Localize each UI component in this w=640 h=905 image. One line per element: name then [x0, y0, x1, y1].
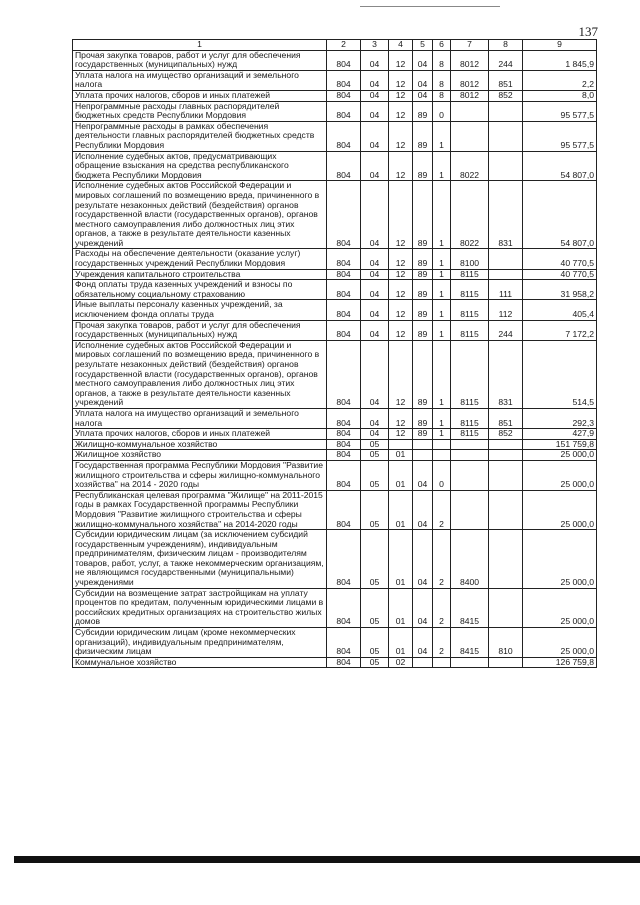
row-code: 05	[361, 490, 389, 529]
scan-artifact-line	[360, 6, 500, 7]
row-code: 04	[361, 151, 389, 181]
row-code: 2	[433, 490, 451, 529]
row-label: Фонд оплаты труда казенных учреждений и взносы по обязательному социальному страхованию	[73, 280, 327, 300]
row-code: 244	[489, 50, 523, 70]
table-row	[73, 490, 597, 529]
row-code: 8115	[451, 269, 489, 280]
row-code: 05	[361, 530, 389, 589]
row-label: Коммунальное хозяйство	[73, 657, 327, 668]
row-label: Субсидии на возмещение затрат застройщикам на уплату процентов по кредитам, полученным юридическими лицами в российских кредитных организациях на строительство жилых домов	[73, 588, 327, 627]
row-code: 810	[489, 628, 523, 658]
row-code: 804	[327, 249, 361, 269]
column-header: 4	[389, 40, 413, 51]
column-header: 1	[73, 40, 327, 51]
row-code: 89	[413, 320, 433, 340]
row-code: 05	[361, 460, 389, 490]
row-code: 12	[389, 320, 413, 340]
row-code	[451, 657, 489, 668]
row-amount: 95 577,5	[523, 121, 597, 151]
row-code: 89	[413, 101, 433, 121]
row-code: 112	[489, 300, 523, 320]
row-code	[451, 439, 489, 450]
row-code: 852	[489, 429, 523, 440]
row-code: 04	[361, 181, 389, 249]
row-code: 04	[413, 628, 433, 658]
table-row	[73, 439, 597, 450]
row-code: 1	[433, 249, 451, 269]
row-code: 89	[413, 300, 433, 320]
row-amount: 40 770,5	[523, 269, 597, 280]
row-code: 8	[433, 50, 451, 70]
row-code: 1	[433, 151, 451, 181]
row-code: 8012	[451, 70, 489, 90]
row-code: 01	[389, 530, 413, 589]
row-amount: 514,5	[523, 340, 597, 408]
row-code: 8115	[451, 429, 489, 440]
row-code: 89	[413, 269, 433, 280]
row-code: 04	[413, 460, 433, 490]
row-code: 12	[389, 101, 413, 121]
row-code: 89	[413, 340, 433, 408]
row-label: Республиканская целевая программа "Жилище" на 2011-2015 годы в рамках Государственной программы Республики Мордовия "Развитие жилищного строительства и сферы жилищно-коммунального хозяйства" на 2014-2020 годы	[73, 490, 327, 529]
row-code: 89	[413, 429, 433, 440]
row-code: 12	[389, 340, 413, 408]
row-amount: 95 577,5	[523, 101, 597, 121]
row-label: Исполнение судебных актов, предусматривающих обращение взыскания на средства республиканского бюджета Республики Мордовия	[73, 151, 327, 181]
row-code: 804	[327, 269, 361, 280]
row-code: 89	[413, 121, 433, 151]
row-code: 12	[389, 269, 413, 280]
row-amount: 40 770,5	[523, 249, 597, 269]
row-code	[489, 530, 523, 589]
column-header: 2	[327, 40, 361, 51]
row-code: 8415	[451, 628, 489, 658]
row-code	[451, 121, 489, 151]
row-label: Жилищное хозяйство	[73, 450, 327, 461]
row-code: 04	[361, 249, 389, 269]
row-code: 111	[489, 280, 523, 300]
row-code: 804	[327, 70, 361, 90]
row-code: 05	[361, 450, 389, 461]
row-code	[489, 490, 523, 529]
table-row	[73, 121, 597, 151]
row-code: 804	[327, 121, 361, 151]
row-label: Исполнение судебных актов Российской Федерации и мировых соглашений по возмещению вреда, причиненного в результате незаконных действий (бездействия) органов государственной власти (государственных органов), органов местного самоуправления либо должностных лиц этих органов, а также в результате деятельности казенных учреждений	[73, 340, 327, 408]
row-code: 1	[433, 181, 451, 249]
row-code	[413, 657, 433, 668]
row-code	[433, 439, 451, 450]
row-code: 8415	[451, 588, 489, 627]
row-label: Прочая закупка товаров, работ и услуг для обеспечения государственных (муниципальных) нужд	[73, 50, 327, 70]
row-code: 804	[327, 429, 361, 440]
row-amount: 292,3	[523, 408, 597, 428]
row-code	[489, 101, 523, 121]
row-label: Уплата прочих налогов, сборов и иных платежей	[73, 429, 327, 440]
row-code: 804	[327, 628, 361, 658]
row-amount: 31 958,2	[523, 280, 597, 300]
row-code: 05	[361, 628, 389, 658]
table-row	[73, 280, 597, 300]
table-row	[73, 408, 597, 428]
row-code	[489, 121, 523, 151]
row-amount: 8,0	[523, 90, 597, 101]
row-code	[451, 490, 489, 529]
row-code: 04	[361, 300, 389, 320]
row-code	[489, 450, 523, 461]
row-code	[489, 657, 523, 668]
row-code: 8012	[451, 90, 489, 101]
row-code: 804	[327, 300, 361, 320]
row-code: 04	[361, 121, 389, 151]
row-code: 89	[413, 280, 433, 300]
row-code	[489, 249, 523, 269]
row-label: Непрограммные расходы главных распорядителей бюджетных средств Республики Мордовия	[73, 101, 327, 121]
row-code: 04	[413, 70, 433, 90]
row-code: 8115	[451, 340, 489, 408]
row-amount: 25 000,0	[523, 490, 597, 529]
table-row	[73, 300, 597, 320]
row-code: 804	[327, 280, 361, 300]
row-code: 04	[413, 50, 433, 70]
row-code: 804	[327, 657, 361, 668]
row-amount: 25 000,0	[523, 450, 597, 461]
row-amount: 126 759,8	[523, 657, 597, 668]
row-code: 04	[361, 340, 389, 408]
row-code: 831	[489, 340, 523, 408]
row-code	[433, 450, 451, 461]
table-row	[73, 340, 597, 408]
table-row	[73, 151, 597, 181]
table-row	[73, 50, 597, 70]
column-header: 7	[451, 40, 489, 51]
row-code: 8	[433, 90, 451, 101]
row-code: 12	[389, 90, 413, 101]
row-code: 12	[389, 151, 413, 181]
row-code: 1	[433, 269, 451, 280]
row-code	[451, 101, 489, 121]
column-header: 6	[433, 40, 451, 51]
row-code: 04	[413, 588, 433, 627]
row-amount: 7 172,2	[523, 320, 597, 340]
header-row	[73, 40, 597, 51]
row-code	[413, 450, 433, 461]
row-code	[451, 460, 489, 490]
row-amount: 405,4	[523, 300, 597, 320]
row-code: 01	[389, 450, 413, 461]
row-code: 12	[389, 50, 413, 70]
row-label: Субсидии юридическим лицам (кроме некоммерческих организаций), индивидуальным предпринимателям, физическим лицам	[73, 628, 327, 658]
row-code: 2	[433, 588, 451, 627]
row-code: 04	[413, 90, 433, 101]
row-code: 12	[389, 70, 413, 90]
row-code: 02	[389, 657, 413, 668]
row-code: 8115	[451, 280, 489, 300]
table-row	[73, 628, 597, 658]
row-code: 12	[389, 181, 413, 249]
row-code: 1	[433, 121, 451, 151]
row-code: 804	[327, 50, 361, 70]
row-code: 8115	[451, 300, 489, 320]
table-row	[73, 450, 597, 461]
row-code: 1	[433, 408, 451, 428]
row-code: 804	[327, 181, 361, 249]
table-row	[73, 249, 597, 269]
row-code	[489, 439, 523, 450]
table-body	[73, 50, 597, 668]
row-code: 1	[433, 340, 451, 408]
row-label: Государственная программа Республики Мордовия "Развитие жилищного строительства и сферы жилищно-коммунального хозяйства" на 2014 - 2020 годы	[73, 460, 327, 490]
row-code: 851	[489, 70, 523, 90]
row-amount: 25 000,0	[523, 588, 597, 627]
row-code: 12	[389, 280, 413, 300]
row-code: 05	[361, 588, 389, 627]
row-code: 804	[327, 490, 361, 529]
row-code: 04	[413, 490, 433, 529]
row-code: 851	[489, 408, 523, 428]
scan-border-bar	[14, 856, 640, 863]
row-code: 12	[389, 121, 413, 151]
row-code	[489, 460, 523, 490]
row-code: 8022	[451, 181, 489, 249]
row-amount: 54 807,0	[523, 151, 597, 181]
row-code: 804	[327, 408, 361, 428]
row-code: 8100	[451, 249, 489, 269]
row-code: 1	[433, 320, 451, 340]
row-code: 8	[433, 70, 451, 90]
row-code: 04	[361, 429, 389, 440]
row-amount: 54 807,0	[523, 181, 597, 249]
row-amount: 25 000,0	[523, 530, 597, 589]
row-label: Прочая закупка товаров, работ и услуг для обеспечения государственных (муниципальных) нужд	[73, 320, 327, 340]
row-code: 04	[413, 530, 433, 589]
row-code: 0	[433, 460, 451, 490]
table-row	[73, 70, 597, 90]
row-code: 05	[361, 439, 389, 450]
row-code: 852	[489, 90, 523, 101]
row-amount: 2,2	[523, 70, 597, 90]
row-code: 1	[433, 280, 451, 300]
row-code: 0	[433, 101, 451, 121]
column-header: 9	[523, 40, 597, 51]
row-label: Уплата налога на имущество организаций и земельного налога	[73, 408, 327, 428]
row-code: 89	[413, 249, 433, 269]
row-code: 89	[413, 181, 433, 249]
row-amount: 1 845,9	[523, 50, 597, 70]
row-code: 8022	[451, 151, 489, 181]
table-row	[73, 657, 597, 668]
row-code: 804	[327, 588, 361, 627]
row-code: 244	[489, 320, 523, 340]
budget-table	[72, 39, 597, 668]
row-code: 12	[389, 300, 413, 320]
row-label: Субсидии юридическим лицам (за исключением субсидий государственным учреждениям), индивидуальным предпринимателям, физическим лицам - производителям товаров, работ, услуг, а также некоммерческим организациям, не являющимся государственными (муниципальными) учреждениями	[73, 530, 327, 589]
row-code: 831	[489, 181, 523, 249]
row-code: 05	[361, 657, 389, 668]
row-code	[451, 450, 489, 461]
row-code: 01	[389, 460, 413, 490]
row-code: 2	[433, 628, 451, 658]
row-code: 04	[361, 269, 389, 280]
row-code: 1	[433, 429, 451, 440]
row-code: 804	[327, 439, 361, 450]
row-code: 04	[361, 50, 389, 70]
row-label: Непрограммные расходы в рамках обеспечения деятельности главных распорядителей бюджетных средств Республики Мордовия	[73, 121, 327, 151]
table-row	[73, 588, 597, 627]
row-code: 01	[389, 588, 413, 627]
row-code: 804	[327, 340, 361, 408]
row-label: Расходы на обеспечение деятельности (оказание услуг) государственных учреждений Республики Мордовия	[73, 249, 327, 269]
column-header: 5	[413, 40, 433, 51]
row-code	[433, 657, 451, 668]
table-row	[73, 90, 597, 101]
row-code: 2	[433, 530, 451, 589]
row-code: 12	[389, 408, 413, 428]
row-label: Исполнение судебных актов Российской Федерации и мировых соглашений по возмещению вреда, причиненного в результате незаконных действий (бездействия) органов государственной власти (государственных органов), органов местного самоуправления либо должностных лиц этих органов, а также в результате деятельности казенных учреждений	[73, 181, 327, 249]
row-code: 12	[389, 429, 413, 440]
row-code	[489, 588, 523, 627]
table-row	[73, 101, 597, 121]
row-code: 04	[361, 90, 389, 101]
table-row	[73, 269, 597, 280]
row-code: 804	[327, 320, 361, 340]
row-label: Иные выплаты персоналу казенных учреждений, за исключением фонда оплаты труда	[73, 300, 327, 320]
row-code: 804	[327, 530, 361, 589]
row-code: 8115	[451, 408, 489, 428]
table-row	[73, 460, 597, 490]
row-code: 01	[389, 490, 413, 529]
row-code: 12	[389, 249, 413, 269]
row-code	[489, 269, 523, 280]
row-code	[413, 439, 433, 450]
row-code	[489, 151, 523, 181]
column-header: 8	[489, 40, 523, 51]
row-code: 04	[361, 70, 389, 90]
table-row	[73, 429, 597, 440]
row-code: 804	[327, 460, 361, 490]
row-label: Учреждения капитального строительства	[73, 269, 327, 280]
row-amount: 25 000,0	[523, 628, 597, 658]
row-code: 8115	[451, 320, 489, 340]
row-code: 04	[361, 101, 389, 121]
row-code: 804	[327, 90, 361, 101]
row-code: 04	[361, 280, 389, 300]
row-code: 89	[413, 408, 433, 428]
table-row	[73, 530, 597, 589]
row-code: 1	[433, 300, 451, 320]
column-header: 3	[361, 40, 389, 51]
row-code: 04	[361, 320, 389, 340]
table-row	[73, 181, 597, 249]
row-code: 804	[327, 151, 361, 181]
row-label: Уплата прочих налогов, сборов и иных платежей	[73, 90, 327, 101]
row-amount: 25 000,0	[523, 460, 597, 490]
row-code: 8400	[451, 530, 489, 589]
row-code: 89	[413, 151, 433, 181]
row-code: 04	[361, 408, 389, 428]
row-code: 8012	[451, 50, 489, 70]
row-label: Жилищно-коммунальное хозяйство	[73, 439, 327, 450]
row-code	[389, 439, 413, 450]
row-label: Уплата налога на имущество организаций и земельного налога	[73, 70, 327, 90]
row-amount: 151 759,8	[523, 439, 597, 450]
row-code: 804	[327, 101, 361, 121]
page-number: 137	[578, 24, 598, 39]
row-code: 804	[327, 450, 361, 461]
row-amount: 427,9	[523, 429, 597, 440]
row-code: 01	[389, 628, 413, 658]
table-row	[73, 320, 597, 340]
